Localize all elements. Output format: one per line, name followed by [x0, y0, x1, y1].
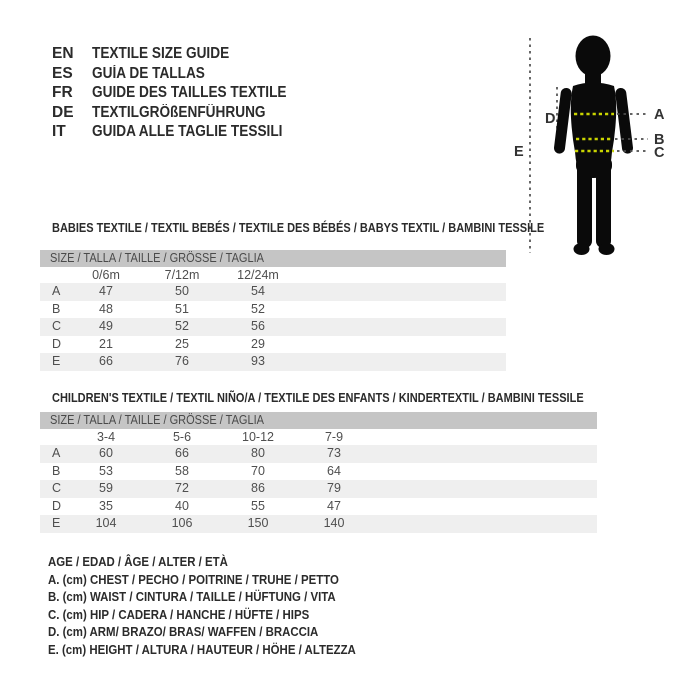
column-header-spacer: [40, 267, 68, 283]
column-header: 3-4: [96, 430, 116, 444]
size-value-cell: 49: [99, 319, 113, 333]
language-label: TEXTILGRÖßENFÜHRUNG: [92, 103, 266, 121]
row-label: B: [52, 463, 61, 478]
size-value-cell: 58: [175, 463, 189, 478]
babies-table-rows: [40, 283, 506, 371]
column-header: 10-12: [242, 430, 274, 444]
column-header: 0/6m: [92, 268, 120, 282]
silhouette-right-foot: [599, 243, 615, 255]
size-value-cell: 80: [251, 446, 265, 460]
size-header-text: SIZE / TALLA / TAILLE / GRÖSSE / TAGLIA: [50, 251, 264, 265]
column-headers-row: [40, 429, 597, 445]
babies-table-section: [40, 220, 545, 371]
language-code: EN: [52, 45, 74, 62]
size-value-cell: 55: [251, 498, 265, 513]
size-value-cell: 79: [327, 481, 341, 495]
row-label: C: [52, 319, 62, 333]
language-code: ES: [52, 64, 73, 82]
size-value-cell: 35: [99, 498, 113, 513]
legend-item-chest: A. (cm) CHEST / PECHO / POITRINE / TRUHE / PETTO: [48, 571, 339, 587]
size-value-cell: 47: [99, 284, 113, 298]
legend-item-height: E. (cm) HEIGHT / ALTURA / HAUTEUR / HÖHE / ALTEZZA: [48, 641, 356, 657]
table-row: [40, 336, 506, 354]
figure-label-d: D: [545, 111, 556, 127]
size-value-cell: 66: [175, 446, 189, 460]
child-silhouette: [553, 36, 633, 256]
size-value-cell: 56: [251, 319, 265, 333]
silhouette-left-leg: [577, 162, 592, 248]
silhouette-left-foot: [574, 243, 590, 255]
table-row: [40, 283, 506, 301]
size-value-cell: 59: [99, 481, 113, 495]
legend-item-hip: C. (cm) HIP / CADERA / HANCHE / HÜFTE / HIPS: [48, 606, 310, 622]
row-label: D: [52, 336, 62, 351]
size-value-cell: 76: [175, 354, 189, 368]
size-value-cell: 50: [175, 284, 189, 298]
language-block: [52, 44, 313, 142]
column-header-spacer: [40, 429, 68, 445]
size-value-cell: 104: [95, 516, 117, 530]
figure-label-e: E: [514, 144, 524, 160]
language-code: FR: [52, 84, 73, 101]
legend-age-line: AGE / EDAD / ÂGE / ALTER / ETÀ: [48, 554, 228, 569]
size-value-cell: 73: [327, 446, 341, 460]
size-value-cell: 29: [251, 336, 265, 351]
column-headers-row: [40, 267, 506, 283]
figure-label-a: A: [654, 107, 665, 123]
row-label: A: [52, 446, 61, 460]
table-row: [40, 463, 597, 481]
language-label: GUIDE DES TAILLES TEXTILE: [92, 84, 287, 101]
legend-item-waist: B. (cm) WAIST / CINTURA / TAILLE / HÜFTUNG / VITA: [48, 589, 336, 604]
size-value-cell: 106: [171, 516, 193, 530]
table-row: [40, 445, 597, 463]
table-row: [40, 498, 597, 516]
column-headers: [68, 267, 296, 283]
table-row: [40, 480, 597, 498]
language-label: TEXTILE SIZE GUIDE: [92, 45, 230, 62]
column-header: 7/12m: [164, 268, 200, 282]
size-value-cell: 54: [251, 284, 265, 298]
size-value-cell: 40: [175, 498, 189, 513]
column-header: 7-9: [324, 430, 344, 444]
children-table-title: CHILDREN'S TEXTILE / TEXTIL NIÑO/A / TEXTILE DES ENFANTS / KINDERTEXTIL / BAMBINI TESSILE: [52, 391, 584, 405]
row-label: E: [52, 516, 61, 530]
size-value-cell: 47: [327, 498, 341, 513]
column-headers: [68, 429, 372, 445]
size-value-cell: 60: [99, 446, 113, 460]
language-row: [52, 122, 313, 142]
table-row: [40, 318, 506, 336]
size-header-text: SIZE / TALLA / TAILLE / GRÖSSE / TAGLIA: [50, 413, 264, 427]
size-value-cell: 86: [251, 481, 265, 495]
row-label: C: [52, 481, 62, 495]
row-label: B: [52, 301, 61, 316]
size-value-cell: 53: [99, 463, 113, 478]
size-value-cell: 66: [99, 354, 113, 368]
row-label: A: [52, 284, 61, 298]
size-value-cell: 25: [175, 336, 189, 351]
size-value-cell: 72: [175, 481, 189, 495]
size-value-cell: 51: [175, 301, 189, 316]
silhouette-right-arm: [615, 87, 634, 154]
table-row: [40, 301, 506, 319]
language-row: [52, 103, 313, 123]
table-row: [40, 353, 506, 371]
size-value-cell: 52: [175, 319, 189, 333]
figure-label-b: B: [654, 132, 665, 148]
row-label: E: [52, 354, 61, 368]
table-row: [40, 515, 597, 533]
figure-label-c: C: [654, 145, 665, 161]
size-value-cell: 93: [251, 354, 265, 368]
children-table-rows: [40, 445, 597, 533]
size-header-bar: [40, 412, 597, 429]
babies-table-title: BABIES TEXTILE / TEXTIL BEBÉS / TEXTILE DES BÉBÉS / BABYS TEXTIL / BAMBINI TESSILE: [52, 221, 545, 235]
silhouette-right-leg: [596, 162, 611, 248]
children-table-section: [40, 390, 597, 533]
column-header: 12/24m: [237, 268, 279, 282]
size-value-cell: 150: [247, 516, 269, 530]
measurement-legend: [48, 553, 398, 658]
column-header: 5-6: [172, 430, 192, 444]
size-value-cell: 70: [251, 463, 265, 478]
row-label: D: [52, 498, 62, 513]
size-value-cell: 21: [99, 336, 113, 351]
language-row: [52, 64, 313, 84]
language-row: [52, 44, 313, 64]
language-row: [52, 83, 313, 103]
language-code: IT: [52, 123, 66, 140]
size-header-bar: [40, 250, 506, 267]
language-label: GUÍA DE TALLAS: [92, 64, 205, 82]
size-value-cell: 140: [323, 516, 345, 530]
legend-item-arm: D. (cm) ARM/ BRAZO/ BRAS/ WAFFEN / BRACCIA: [48, 624, 319, 639]
language-label: GUIDA ALLE TAGLIE TESSILI: [92, 123, 283, 140]
size-value-cell: 64: [327, 463, 341, 478]
language-code: DE: [52, 103, 74, 121]
size-value-cell: 48: [99, 301, 113, 316]
size-value-cell: 52: [251, 301, 265, 316]
